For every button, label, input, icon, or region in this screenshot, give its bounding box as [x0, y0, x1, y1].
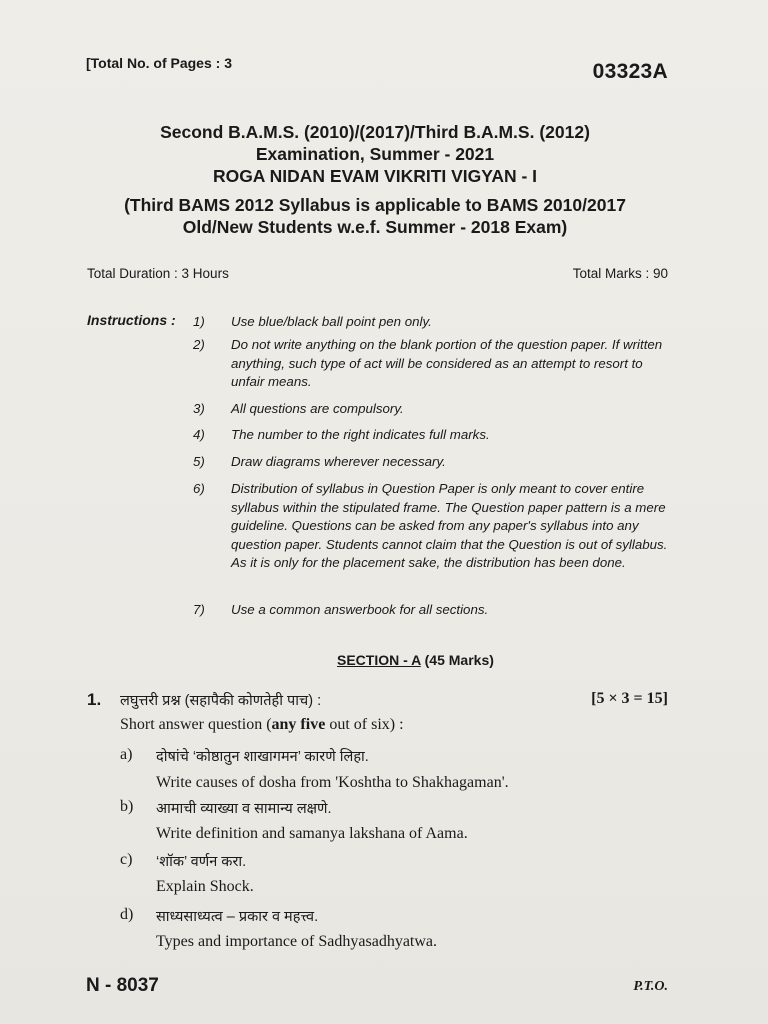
question-english-prefix: Short answer question ( — [120, 716, 272, 733]
instruction-number: 4) — [193, 427, 205, 442]
footer-code: N - 8037 — [86, 975, 159, 996]
title-line-1: Second B.A.M.S. (2010)/(2017)/Third B.A.M.S. (2012) — [160, 122, 590, 142]
question-number: 1. — [87, 690, 102, 709]
subquestion-english: Explain Shock. — [156, 878, 254, 895]
question-english-emphasis: any five — [271, 716, 326, 733]
instruction-text: Use a common answerbook for all sections. — [231, 602, 489, 617]
title-line-3: ROGA NIDAN EVAM VIKRITI VIGYAN - I — [212, 166, 538, 186]
instruction-item — [193, 400, 673, 420]
subquestion-english: Types and importance of Sadhyasadhyatwa. — [156, 933, 438, 950]
instructions-label: Instructions : — [87, 312, 176, 328]
subquestion-english: Write causes of dosha from 'Koshtha to Shakhagaman'. — [156, 774, 509, 791]
instruction-item — [193, 313, 673, 333]
title-line-2: Examination, Summer - 2021 — [255, 144, 495, 164]
subquestion-label: c) — [120, 851, 133, 868]
instruction-item — [193, 601, 673, 621]
section-heading — [337, 652, 494, 668]
total-pages-label: [Total No. of Pages : 3 — [86, 55, 232, 71]
subquestion-label: d) — [120, 906, 134, 923]
subquestion-marathi: साध्यसाध्यत्व – प्रकार व महत्त्व. — [156, 909, 319, 925]
instruction-text: All questions are compulsory. — [231, 401, 404, 416]
total-duration: Total Duration : 3 Hours — [87, 266, 229, 281]
instruction-text: The number to the right indicates full marks. — [231, 427, 490, 442]
title-line-5: Old/New Students w.e.f. Summer - 2018 Exam) — [182, 217, 568, 237]
subquestion-marathi: दोषांचे ‘कोष्ठातुन शाखागमन’ कारणे लिहा. — [156, 749, 369, 765]
instruction-item — [193, 426, 673, 446]
instruction-number: 1) — [193, 314, 205, 329]
question-marks: [5 × 3 = 15] — [591, 690, 668, 707]
instruction-text: Draw diagrams wherever necessary. — [231, 454, 446, 469]
subquestion-label: a) — [120, 746, 133, 763]
question-english-suffix: out of six) : — [325, 716, 404, 733]
instruction-number: 2) — [193, 337, 205, 352]
instruction-item — [193, 480, 673, 595]
subquestion-marathi: ‘शॉक’ वर्णन करा. — [156, 854, 247, 870]
instruction-number: 5) — [193, 454, 205, 469]
instruction-number: 3) — [193, 401, 205, 416]
subquestion-english: Write definition and samanya lakshana of Aama. — [156, 825, 468, 842]
title-line-4: (Third BAMS 2012 Syllabus is applicable to BAMS 2010/2017 — [124, 195, 626, 215]
pto-label: P.T.O. — [633, 979, 668, 994]
instruction-item — [193, 336, 673, 392]
paper-code: 03323A — [592, 60, 668, 83]
instruction-number: 6) — [193, 481, 205, 496]
subquestion-label: b) — [120, 798, 134, 815]
instruction-item — [193, 453, 673, 473]
instruction-text: Do not write anything on the blank portion of the question paper. If written anything, such type of act will be considered as an attempt to resort to unfair means. — [231, 337, 663, 389]
question-marathi: लघुत्तरी प्रश्न (सहापैकी कोणतेही पाच) : — [120, 693, 322, 709]
instruction-text: Distribution of syllabus in Question Paper is only meant to cover entire syllabus within the stipulated frame. The Question paper pattern is a mere guideline. Questions can be asked from any paper's syllabus into any question paper. Students cannot claim that the Question is out of syllabus. As it is only for the placement sake, the distribution has been done. — [231, 481, 668, 570]
section-name: SECTION - A — [337, 652, 421, 668]
instruction-number: 7) — [193, 602, 205, 617]
instruction-text: Use blue/black ball point pen only. — [231, 314, 432, 329]
total-marks: Total Marks : 90 — [572, 266, 668, 281]
subquestion-marathi: आमाची व्याख्या व सामान्य लक्षणे. — [156, 801, 332, 817]
question-english — [120, 716, 404, 734]
section-marks: (45 Marks) — [424, 652, 494, 668]
